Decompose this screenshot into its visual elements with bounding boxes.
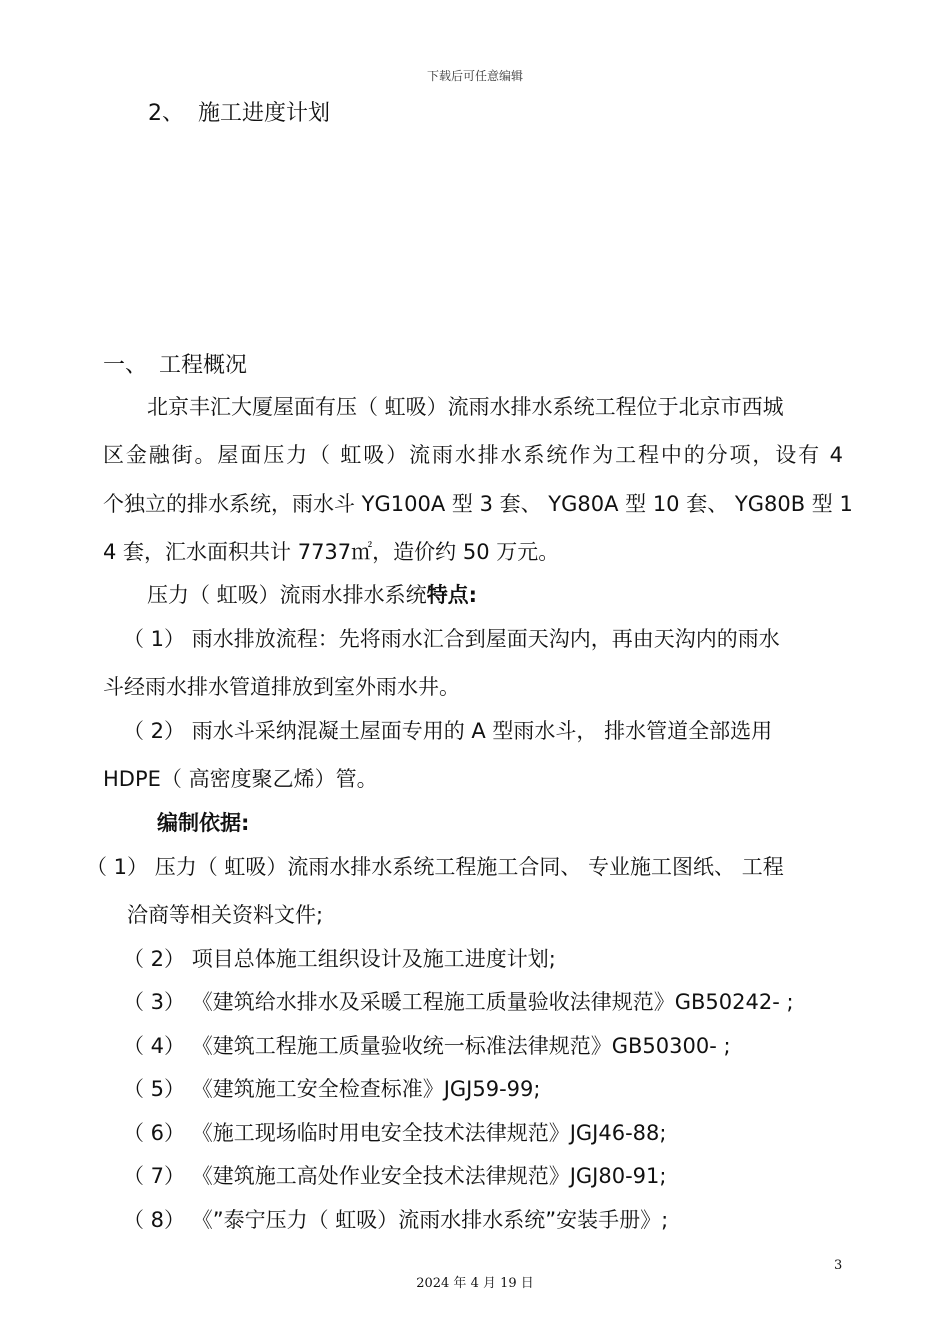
feature-1-line-1: （ 1） 雨水排放流程：先将雨水汇合到屋面天沟内，再由天沟内的雨水 xyxy=(123,627,780,651)
overview-line-2: 区金融街。屋面压力（ 虹吸）流雨水排水系统作为工程中的分项，设有 4 xyxy=(103,443,843,467)
features-intro xyxy=(147,583,477,607)
feature-1-line-2: 斗经雨水排水管道排放到室外雨水井。 xyxy=(103,675,460,699)
overview-line-3: 个独立的排水系统，雨水斗 YG100A 型 3 套、 YG80A 型 10 套、 YG80B 型 1 xyxy=(103,492,853,516)
page-header: 下载后可任意编辑 xyxy=(426,69,523,83)
basis-item: （ 4） 《建筑工程施工质量验收统一标准法律规范》GB50300- ; xyxy=(123,1034,731,1058)
feature-2-line-2: HDPE（ 高密度聚乙烯）管。 xyxy=(103,767,378,791)
section-title xyxy=(148,96,330,127)
overview-heading xyxy=(103,348,247,379)
section-number: 2、 xyxy=(148,101,184,126)
basis-item: （ 6） 《施工现场临时用电安全技术法律规范》JGJ46-88; xyxy=(123,1121,667,1145)
overview-line-1: 北京丰汇大厦屋面有压（ 虹吸）流雨水排水系统工程位于北京市西城 xyxy=(147,395,784,419)
basis-item: （ 7） 《建筑施工高处作业安全技术法律规范》JGJ80-91; xyxy=(123,1164,667,1188)
basis-item-1-line-2: 洽商等相关资料文件; xyxy=(127,903,324,927)
overview-heading-text: 工程概况 xyxy=(159,353,248,378)
basis-heading: 编制依据: xyxy=(157,811,250,835)
overview-heading-number: 一、 xyxy=(103,353,148,378)
basis-item-1-line-1: （ 1） 压力（ 虹吸）流雨水排水系统工程施工合同、 专业施工图纸、 工程 xyxy=(86,855,784,879)
basis-item: （ 8） 《”泰宁压力（ 虹吸）流雨水排水系统”安装手册》; xyxy=(123,1208,669,1232)
basis-item: （ 2） 项目总体施工组织设计及施工进度计划; xyxy=(123,947,556,971)
basis-item: （ 3） 《建筑给水排水及采暖工程施工质量验收法律规范》GB50242- ; xyxy=(123,990,794,1014)
section-title-text: 施工进度计划 xyxy=(198,101,331,126)
overview-line-4: 4 套，汇水面积共计 7737㎡，造价约 50 万元。 xyxy=(103,540,560,564)
page-number: 3 xyxy=(834,1258,843,1273)
basis-item: （ 5） 《建筑施工安全检查标准》JGJ59-99; xyxy=(123,1077,541,1101)
feature-2-line-1: （ 2） 雨水斗采纳混凝土屋面专用的 A 型雨水斗， 排水管道全部选用 xyxy=(123,719,773,743)
features-label: 压力（ 虹吸）流雨水排水系统 xyxy=(147,583,427,607)
features-bold-label: 特点: xyxy=(426,583,478,607)
footer-date: 2024 年 4 月 19 日 xyxy=(416,1276,534,1291)
